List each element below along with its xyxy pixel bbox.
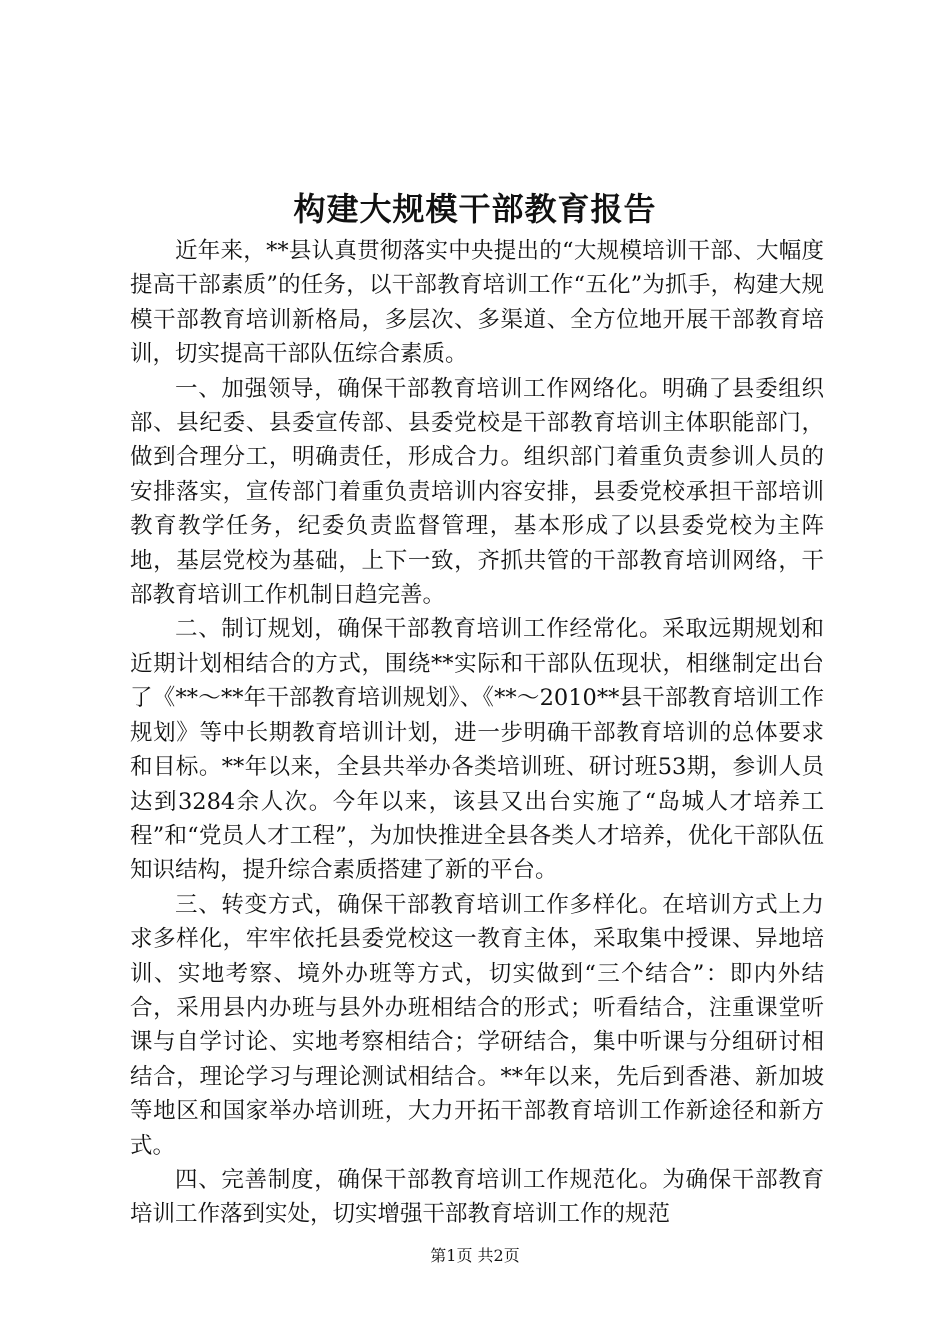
paragraph-intro: 近年来，**县认真贯彻落实中央提出的“大规模培训干部、大幅度提高干部素质”的任务，以干部教育培训工作“五化”为抓手，构建大规模干部教育培训新格局，多层次、多渠道、全方位地开展干部教育培训，切实提高干部队伍综合素质。 xyxy=(130,238,824,368)
page-number-footer: 第1页 共2页 xyxy=(430,1246,520,1265)
paragraph-section-2: 二、制订规划，确保干部教育培训工作经常化。采取远期规划和近期计划相结合的方式，围绕**实际和干部队伍现状，相继制定出台了《**～**年干部教育培训规划》、《**～2010**县干部教育培训工作规划》等中长期教育培训计划，进一步明确干部教育培训的总体要求和目标。**年以来，全县共举办各类培训班、研讨班53期，参训人员达到3284余人次。今年以来，该县又出台实施了“岛城人才培养工程”和“党员人才工程”，为加快推进全县各类人才培养，优化干部队伍知识结构，提升综合素质搭建了新的平台。 xyxy=(130,616,824,884)
paragraph-section-3: 三、转变方式，确保干部教育培训工作多样化。在培训方式上力求多样化，牢牢依托县委党校这一教育主体，采取集中授课、异地培训、实地考察、境外办班等方式，切实做到“三个结合”：即内外结合，采用县内办班与县外办班相结合的形式；听看结合，注重课堂听课与自学讨论、实地考察相结合；学研结合，集中听课与分组研讨相结合，理论学习与理论测试相结合。**年以来，先后到香港、新加坡等地区和国家举办培训班，大力开拓干部教育培训工作新途径和新方式。 xyxy=(130,891,824,1159)
document-title: 构建大规模干部教育报告 xyxy=(293,190,657,228)
paragraph-section-1: 一、加强领导，确保干部教育培训工作网络化。明确了县委组织部、县纪委、县委宣传部、县委党校是干部教育培训主体职能部门，做到合理分工，明确责任，形成合力。组织部门着重负责参训人员的安排落实，宣传部门着重负责培训内容安排，县委党校承担干部培训教育教学任务，纪委负责监督管理，基本形成了以县委党校为主阵地，基层党校为基础，上下一致，齐抓共管的干部教育培训网络，干部教育培训工作机制日趋完善。 xyxy=(130,375,824,609)
paragraph-section-4: 四、完善制度，确保干部教育培训工作规范化。为确保干部教育培训工作落到实处，切实增强干部教育培训工作的规范 xyxy=(130,1166,824,1228)
document-body xyxy=(130,234,824,1232)
